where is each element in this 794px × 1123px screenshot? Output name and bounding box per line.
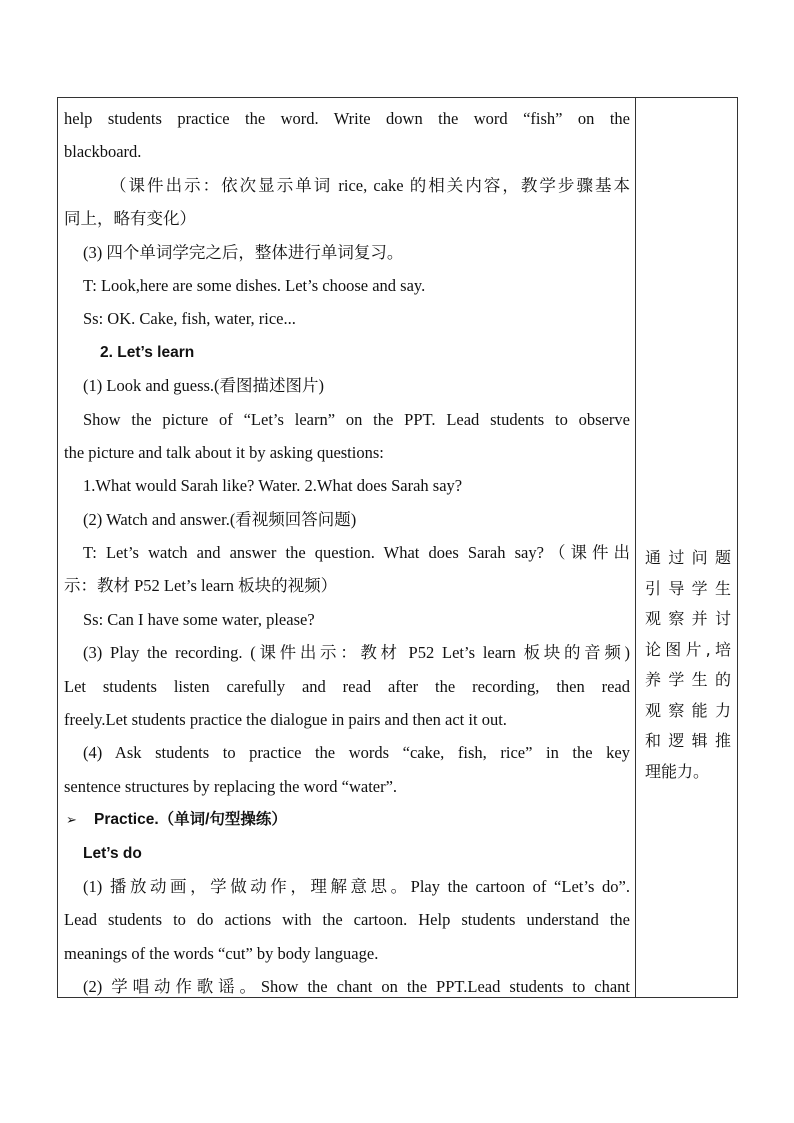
text-line: sentence structures by replacing the word “water”. [64, 776, 398, 796]
text-line: (2) Watch and answer.(看视频回答问题) [83, 509, 357, 529]
text-line: the picture and talk about it by asking questions: [64, 442, 384, 462]
text-line: (4) Ask students to practice the words “cake, fish, rice” in the key [83, 743, 630, 763]
text-line: (3) 四个单词学完之后，整体进行单词复习。 [83, 242, 404, 262]
text-line: （课件出示：依次显示单词 rice, cake 的相关内容，教学步骤基本 [110, 175, 630, 195]
text-line: 示：教材 P52 Let’s learn 板块的视频） [64, 576, 338, 596]
section-heading-lets-learn: 2. Let’s learn [100, 343, 195, 361]
section-heading-practice [64, 803, 630, 836]
note-line: 和逻辑推 [645, 731, 731, 750]
text-line: Lead students to do actions with the cartoon. Help students understand the [64, 910, 630, 930]
note-line: 论图片,培 [645, 639, 731, 659]
note-line: 观察能力 [645, 700, 731, 720]
text-line: Ss: Can I have some water, please? [83, 609, 315, 629]
section-heading-lets-do: Let’s do [83, 844, 142, 862]
text-line: Let students listen carefully and read after the recording, then read [64, 676, 630, 696]
design-intent-column [636, 98, 737, 997]
text-line: T: Let’s watch and answer the question. What does Sarah say?（课件出 [83, 543, 630, 563]
procedure-column [58, 98, 636, 997]
text-line: (1) 播放动画，学做动作，理解意思。Play the cartoon of “Let’s do”. [83, 876, 630, 896]
note-line: 观察并讨 [645, 609, 731, 628]
text-line: blackboard. [64, 142, 142, 162]
note-line: 养学生的 [645, 670, 731, 689]
text-line: (3) Play the recording. (课件出示：教材 P52 Let’s learn 板块的音频) [83, 643, 630, 663]
practice-heading-text: Practice.（单词/句型操练） [94, 811, 287, 829]
text-line: Ss: OK. Cake, fish, water, rice... [83, 309, 296, 329]
note-line: 通过问题 [645, 548, 731, 567]
design-intent-note [645, 543, 731, 787]
text-line: 1.What would Sarah like? Water. 2.What does Sarah say? [83, 476, 463, 496]
text-line: (1) Look and guess.(看图描述图片) [83, 376, 325, 396]
note-line: 引导学生 [645, 578, 731, 598]
text-line: freely.Let students practice the dialogue in pairs and then act it out. [64, 710, 507, 730]
note-line: 理能力。 [645, 761, 710, 781]
text-line: meanings of the words “cut” by body language. [64, 943, 379, 963]
lesson-plan-table [57, 97, 738, 998]
text-line: help students practice the word. Write down the word “fish” on the [64, 109, 630, 128]
text-line: (2) 学唱动作歌谣。Show the chant on the PPT.Lead students to chant [83, 977, 630, 997]
arrow-bullet-icon: ➢ [66, 812, 77, 828]
text-line: 同上，略有变化） [64, 209, 196, 229]
text-line: Show the picture of “Let’s learn” on the PPT. Lead students to observe [83, 409, 630, 429]
text-line: T: Look,here are some dishes. Let’s choose and say. [83, 275, 426, 295]
